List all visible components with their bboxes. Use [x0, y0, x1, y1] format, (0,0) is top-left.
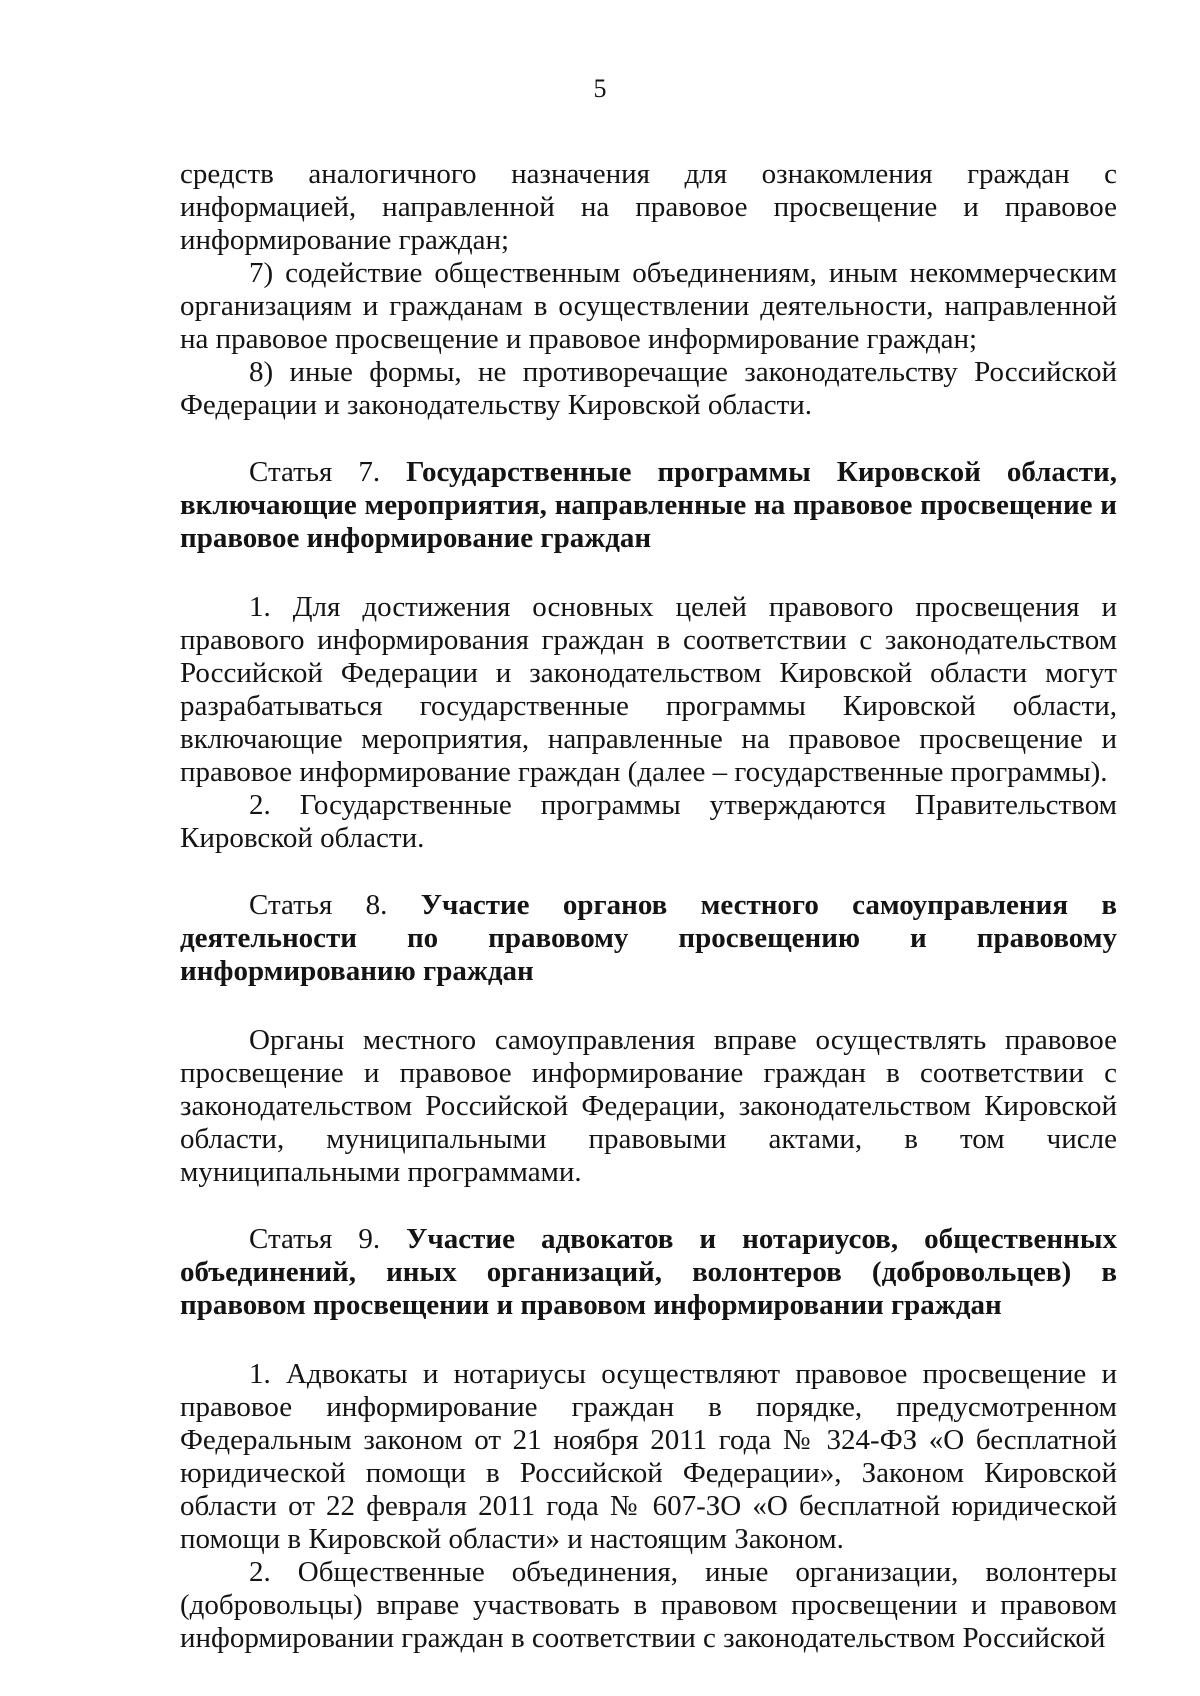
article-8-heading — [180, 889, 1117, 988]
article-9-paragraph-2: 2. Общественные объединения, иные организации, волонтеры (добровольцы) вправе участвовать в правовом просвещении и правовом информировании граждан в соответствии с законодательством Российской — [180, 1556, 1117, 1654]
document-body — [180, 158, 1117, 1655]
article-7-heading — [180, 456, 1117, 555]
page-number: 5 — [593, 74, 607, 103]
article-7-title: Государственные программы Кировской области, включающие мероприятия, направленные на правовое просвещение и правовое информирование граждан — [180, 456, 1117, 554]
list-item-7: 7) содействие общественным объединениям, иным некоммерческим организациям и гражданам в осуществлении деятельности, направленной на правовое просвещение и правовое информирование граждан; — [180, 257, 1117, 355]
paragraph-continuation: средств аналогичного назначения для ознакомления граждан с информацией, направленной на правовое просвещение и правовое информирование граждан; — [180, 158, 1117, 256]
article-8-title: Участие органов местного самоуправления в деятельности по правовому просвещению и правовому информированию граждан — [180, 889, 1117, 987]
article-8-paragraph-1: Органы местного самоуправления вправе осуществлять правовое просвещение и правовое информирование граждан в соответствии с законодательством Российской Федерации, законодательством Кировской области, муниципальными правовыми актами, в том числе муниципальными программами. — [180, 1024, 1117, 1188]
list-item-8: 8) иные формы, не противоречащие законодательству Российской Федерации и законодательству Кировской области. — [180, 356, 1117, 421]
article-8-label: Статья 8. — [249, 889, 388, 921]
article-9-title: Участие адвокатов и нотариусов, общественных объединений, иных организаций, волонтеров (добровольцев) в правовом просвещении и правовом информировании граждан — [180, 1223, 1117, 1321]
article-7-label: Статья 7. — [249, 456, 381, 488]
article-7-paragraph-1: 1. Для достижения основных целей правового просвещения и правового информирования граждан в соответствии с законодательством Российской Федерации и законодательством Кировской области могут разрабатываться государственные программы Кировской области, включающие мероприятия, направленные на правовое просвещение и правовое информирование граждан (далее – государственные программы). — [180, 591, 1117, 788]
article-7-paragraph-2: 2. Государственные программы утверждаются Правительством Кировской области. — [180, 789, 1117, 854]
article-9-heading — [180, 1223, 1117, 1322]
article-9-label: Статья 9. — [249, 1223, 381, 1255]
article-9-paragraph-1: 1. Адвокаты и нотариусы осуществляют правовое просвещение и правовое информирование граждан в порядке, предусмотренном Федеральным законом от 21 ноября 2011 года № 324-ФЗ «О бесплатной юридической помощи в Российской Федерации», Законом Кировской области от 22 февраля 2011 года № 607-ЗО «О бесплатной юридической помощи в Кировской области» и настоящим Законом. — [180, 1358, 1117, 1555]
